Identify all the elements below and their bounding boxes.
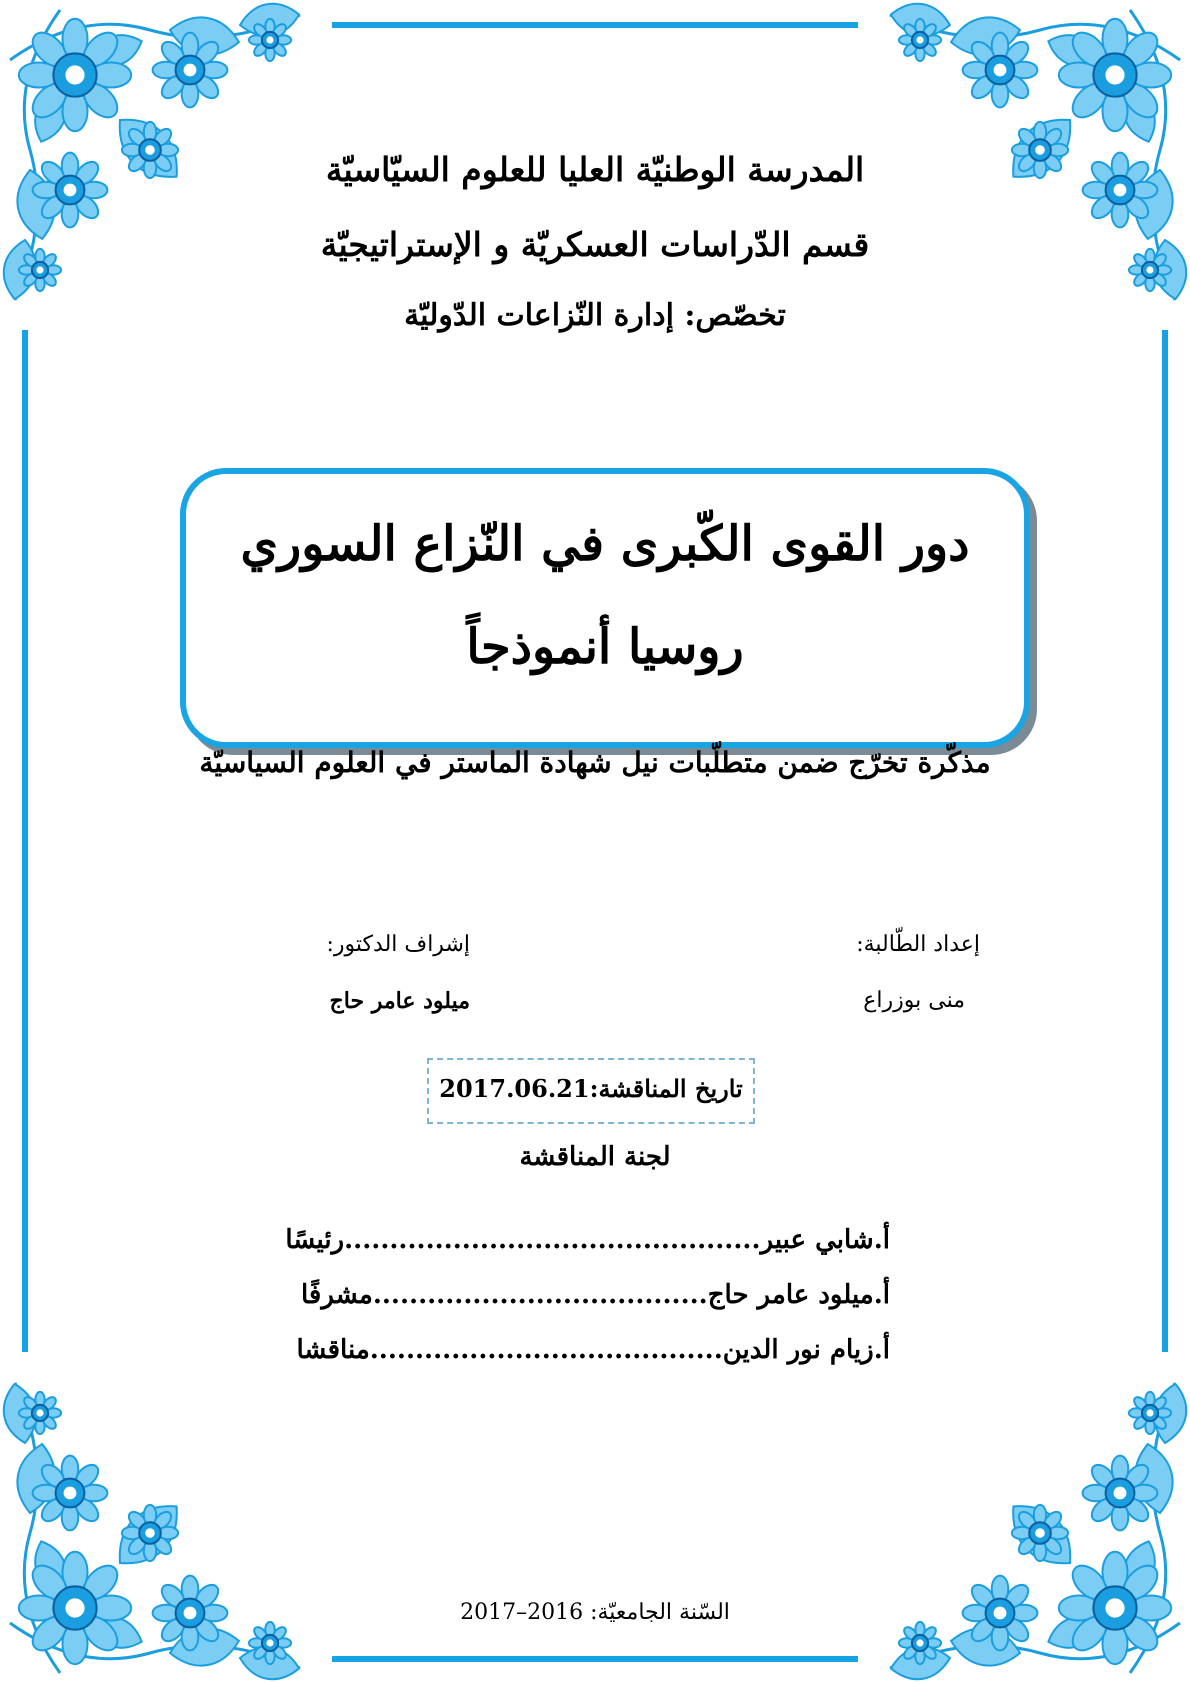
student-name: منى بوزراع: [863, 988, 965, 1013]
thesis-title: دور القوى الكّبرى في النّزاع السوري: [240, 516, 970, 572]
specialty: تخصّص: إدارة النّزاعات الدّوليّة: [404, 298, 786, 333]
floral-ornament-bottom-right: [860, 1353, 1190, 1683]
title-box: [180, 468, 1030, 748]
frame-top-line: [332, 22, 858, 28]
frame-left-line: [22, 330, 28, 1352]
committee-heading: لجنة المناقشة: [519, 1142, 671, 1172]
committee-member-examiner: أ.زيام نور الدين.......................................مناقشا: [296, 1335, 890, 1365]
academic-year: السّنة الجامعيّة: 2016–2017: [460, 1600, 730, 1625]
school-name: المدرسة الوطنيّة العليا للعلوم السيّاسيّة: [325, 150, 865, 189]
floral-ornament-bottom-left: [0, 1353, 330, 1683]
thesis-subtitle-case: روسيا أنموذجاً: [466, 619, 744, 675]
frame-bottom-line: [332, 1656, 858, 1662]
supervisor-name: ميلود عامر حاج: [329, 988, 470, 1014]
frame-right-line: [1162, 330, 1168, 1352]
supervisor-label: إشراف الدكتور:: [326, 932, 470, 957]
defense-date-box: [427, 1058, 755, 1124]
committee-member-chair: أ.شابي عبير..............................................رئيسًا: [285, 1225, 890, 1255]
student-label: إعداد الطّالبة:: [856, 932, 980, 957]
committee-member-supervisor: أ.ميلود عامر حاج.....................................مشرفًا: [301, 1280, 890, 1310]
department-name: قسم الدّراسات العسكريّة و الإستراتيجيّة: [320, 225, 870, 264]
defense-date: تاريخ المناقشة:2017.06.21: [439, 1074, 743, 1103]
degree-statement: مذكّرة تخرّج ضمن متطلّبات نيل شهادة الماستر في العلوم السياسيّة: [199, 746, 991, 779]
